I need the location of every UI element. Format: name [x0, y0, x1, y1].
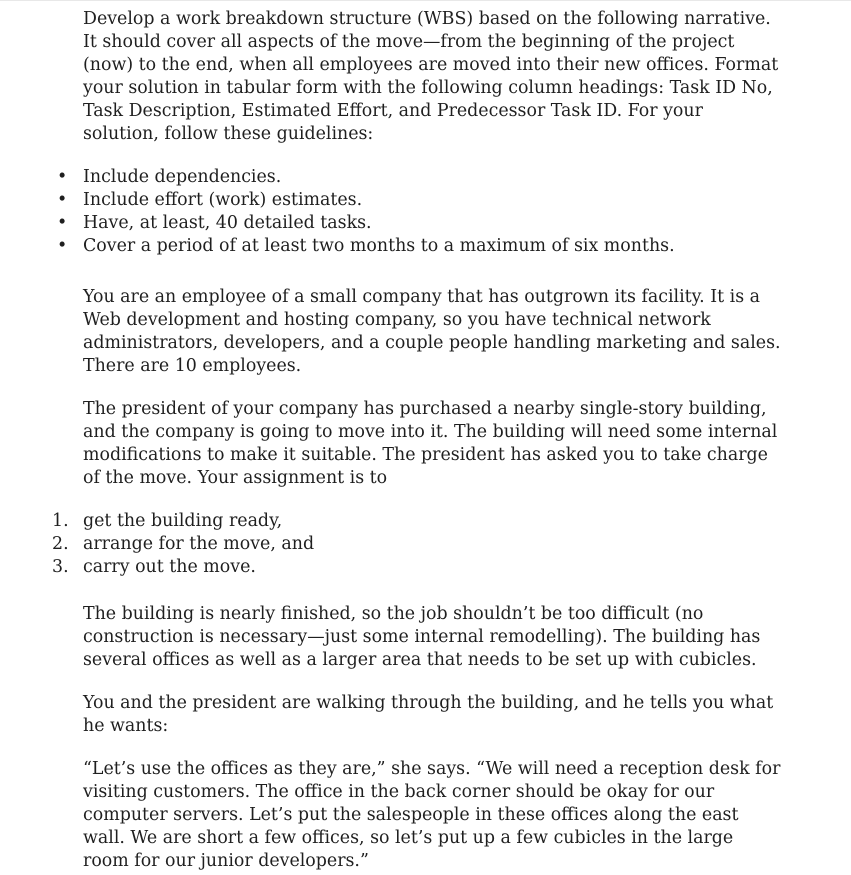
page-top-border — [0, 0, 851, 1]
list-item — [0, 212, 851, 235]
narrative-paragraph: You and the president are walking through the building, and he tells you what he wants: — [83, 693, 774, 736]
guideline-text: Include dependencies. — [83, 167, 282, 187]
list-item — [0, 510, 851, 533]
assignment-text: arrange for the move, and — [83, 534, 315, 554]
list-number: 3. — [52, 557, 69, 577]
list-item — [0, 189, 851, 212]
bullet-icon: • — [57, 190, 68, 210]
list-item — [0, 235, 851, 258]
narrative-paragraph: The president of your company has purchased a nearby single-story building, and the company is going to move into it. The building will need some internal modifications to make it suitable. The president has asked you to take charge of the move. Your assignment is to — [83, 399, 778, 488]
assignment-text: carry out the move. — [83, 557, 256, 577]
bullet-icon: • — [57, 167, 68, 187]
bullet-icon: • — [57, 213, 68, 233]
list-number: 1. — [52, 511, 69, 531]
list-item — [0, 166, 851, 189]
guideline-text: Cover a period of at least two months to a maximum of six months. — [83, 236, 675, 256]
guideline-text: Include effort (work) estimates. — [83, 190, 363, 210]
quote-paragraph: “Let’s use the offices as they are,” she says. “We will need a reception desk for visiting customers. The office in the back corner should be okay for our computer servers. Let’s put the salespeople in these offices along the east wall. We are short a few offices, so let’s put up a few cubicles in the large room for our junior developers.” — [83, 759, 781, 871]
guideline-text: Have, at least, 40 detailed tasks. — [83, 213, 372, 233]
list-number: 2. — [52, 534, 69, 554]
narrative-paragraph: You are an employee of a small company that has outgrown its facility. It is a Web development and hosting company, so you have technical network administrators, developers, and a couple people handling marketing and sales. There are 10 employees. — [83, 287, 781, 376]
list-item — [0, 533, 851, 556]
intro-paragraph: Develop a work breakdown structure (WBS) based on the following narrative. It should cover all aspects of the move—from the beginning of the project (now) to the end, when all employees are moved into their new offices. Format your solution in tabular form with the following column headings: Task ID No, Task Description, Estimated Effort, and Predecessor Task ID. For your solution, follow these guidelines: — [83, 9, 779, 144]
bullet-icon: • — [57, 236, 68, 256]
assignment-text: get the building ready, — [83, 511, 283, 531]
guidelines-list — [0, 166, 851, 258]
assignment-list — [0, 510, 851, 579]
narrative-paragraph: The building is nearly finished, so the job shouldn’t be too difficult (no construction is necessary—just some internal remodelling). The building has several offices as well as a larger area that needs to be set up with cubicles. — [83, 604, 761, 670]
list-item — [0, 556, 851, 579]
